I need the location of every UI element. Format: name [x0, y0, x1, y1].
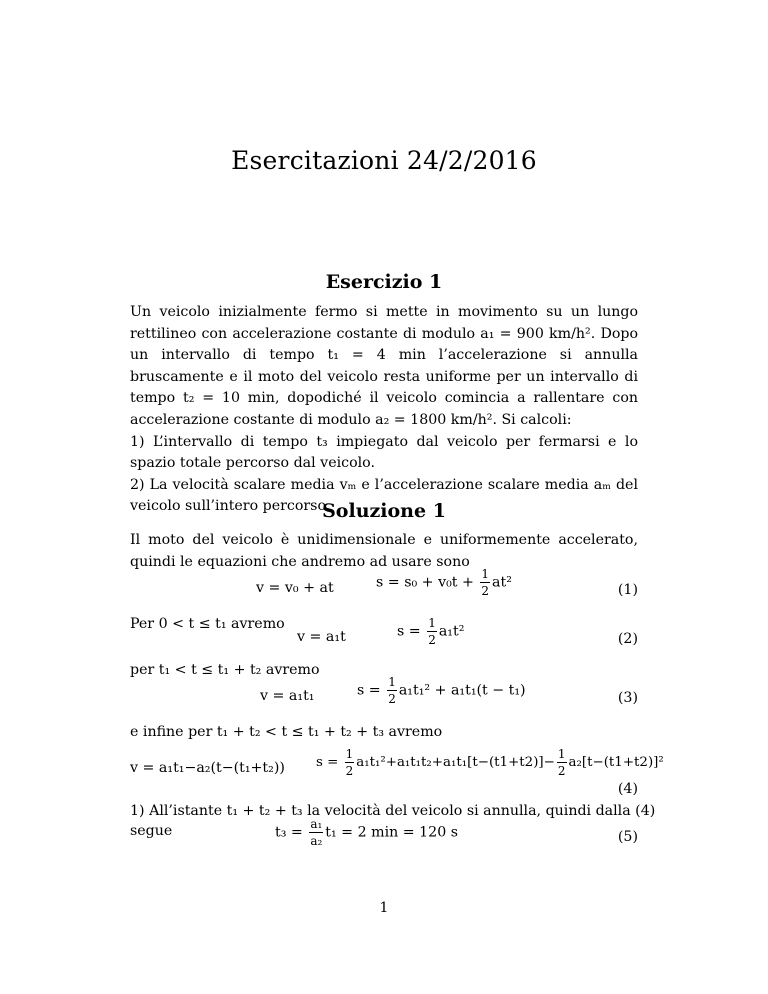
equation-4-right: [316, 748, 664, 777]
equation-4-right-post: a₂[t−(t1+t2)]²: [568, 755, 664, 770]
equation-4-number: (4): [617, 781, 638, 797]
equation-2-right-post: a₁t²: [438, 623, 465, 640]
exercise-statement: Un veicolo inizialmente fermo si mette in movimento su un lungo rettilineo con accelerazione costante di modulo a₁ = 900 km/h². Dopo un intervallo di tempo t₁ = 4 min l’accelerazione si annulla bruscamente e il moto del veicolo resta uniforme per un intervallo di tempo t₂ = 10 min, dopodiché il veicolo comincia a rallentare con accelerazione costante di modulo a₂ = 1800 km/h². Si calcoli:: [130, 304, 638, 428]
equation-3-right: [357, 676, 526, 705]
equation-4-right-mid: a₁t₁²+a₁t₁t₂+a₁t₁[t−(t1+t2)]−: [356, 755, 555, 770]
equation-2-right: [397, 617, 464, 646]
fraction-denominator: 2: [345, 764, 354, 778]
equation-1-right-pre: s = s₀ + v₀t +: [376, 574, 474, 591]
exercise-text: [130, 302, 638, 518]
fraction-numerator: a₁: [310, 817, 323, 831]
equation-5-left-pre: t₃ =: [275, 824, 303, 841]
solution-line-range-3: e infine per t₁ + t₂ < t ≤ t₁ + t₂ + t₃ avremo: [130, 724, 443, 740]
document-title: Esercitazioni 24/2/2016: [231, 146, 537, 175]
fraction-denominator: 2: [428, 633, 436, 647]
equation-3-left: v = a₁t₁: [260, 688, 315, 704]
solution-line-range-2: per t₁ < t ≤ t₁ + t₂ avremo: [130, 662, 320, 678]
solution-line-range-1: Per 0 < t ≤ t₁ avremo: [130, 616, 285, 632]
equation-2-number: (2): [617, 631, 638, 647]
equation-4-right-pre: s =: [316, 755, 339, 770]
solution-intro: Il moto del veicolo è unidimensionale e uniformemente accelerato, quindi le equazioni che andremo ad usare sono: [130, 532, 638, 570]
fraction-numerator: 1: [557, 747, 566, 761]
equation-5-number: (5): [617, 829, 638, 845]
fraction-denominator: a₂: [310, 834, 323, 848]
fraction-denominator: 2: [481, 584, 490, 598]
equation-4-fraction-2: [557, 748, 567, 777]
exercise-heading: Esercizio 1: [325, 271, 443, 293]
fraction-denominator: 2: [388, 692, 396, 706]
equation-1-right: [376, 568, 512, 597]
equation-4-left: v = a₁t₁−a₂(t−(t₁+t₂)): [130, 760, 285, 776]
equation-4-fraction-1: [345, 748, 355, 777]
page-number: 1: [379, 900, 389, 916]
equation-3-right-post: a₁t₁² + a₁t₁(t − t₁): [398, 682, 526, 699]
equation-1-fraction: [480, 568, 490, 597]
equation-3-number: (3): [617, 690, 638, 706]
exercise-question-2: 2) La velocità scalare media vₘ e l’accelerazione scalare media aₘ del veicolo sull’intero percorso.: [130, 476, 638, 515]
equation-3-fraction: [387, 676, 397, 705]
fraction-numerator: 1: [428, 616, 436, 630]
fraction-denominator: 2: [557, 764, 566, 778]
fraction-numerator: 1: [481, 567, 490, 581]
equation-1-left: v = v₀ + at: [256, 580, 334, 596]
solution-line-step-1: 1) All’istante t₁ + t₂ + t₃ la velocità del veicolo si annulla, quindi dalla (4) segue: [130, 803, 656, 839]
fraction-numerator: 1: [345, 747, 354, 761]
equation-2-fraction: [427, 617, 437, 646]
equation-5-left-post: t₁ = 2 min = 120 s: [325, 824, 459, 841]
equation-2-left: v = a₁t: [297, 629, 346, 645]
exercise-question-1: 1) L’intervallo di tempo t₃ impiegato dal veicolo per fermarsi e lo spazio totale percorso dal veicolo.: [130, 433, 638, 472]
equation-1-number: (1): [617, 582, 638, 598]
equation-5-fraction: [309, 818, 323, 847]
equation-5: [275, 818, 458, 847]
solution-heading: Soluzione 1: [322, 500, 446, 522]
equation-3-right-pre: s =: [357, 682, 381, 699]
equation-2-right-pre: s =: [397, 623, 421, 640]
equation-1-right-post: at²: [492, 574, 512, 591]
fraction-numerator: 1: [388, 675, 396, 689]
